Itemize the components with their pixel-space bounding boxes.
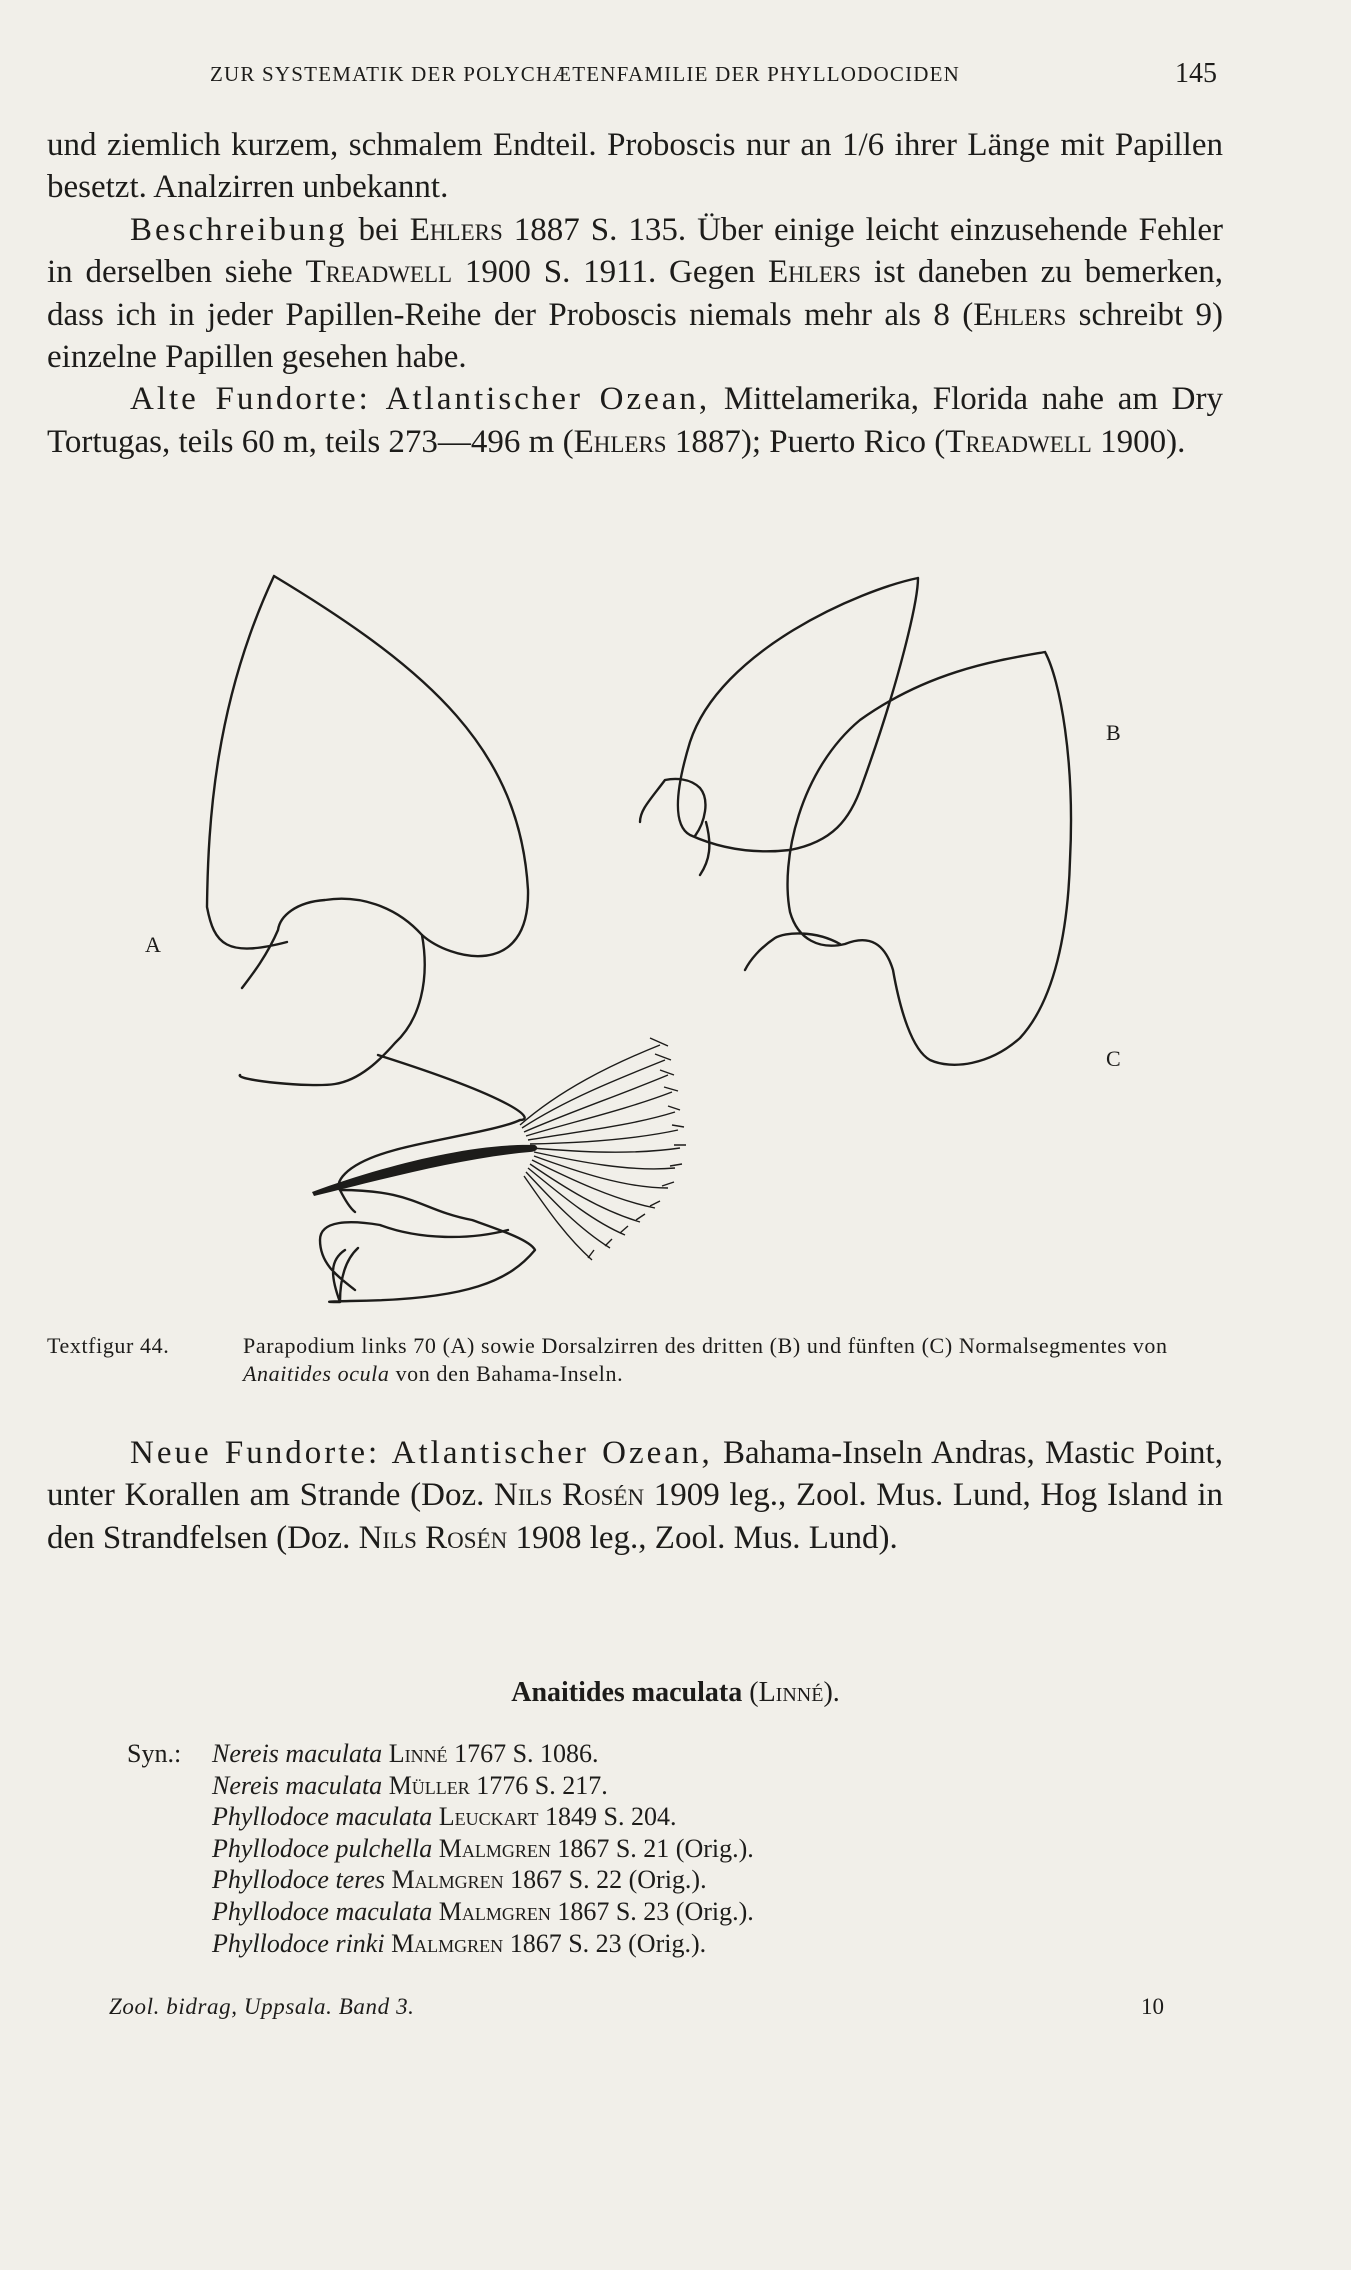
beschreibung-paragraph: Beschreibung bei Ehlers 1887 S. 135. Über einige leicht einzusehende Fehler in derselben siehe Treadwell 1900 S. 1911. Gegen Ehlers ist daneben zu bemerken, dass ich in jeder Papillen-Reihe der Proboscis niemals mehr als 8 (Ehlers schreibt 9) einzelne Papillen gesehen habe. (47, 211, 1223, 376)
dorsal-cirrus-b (640, 578, 918, 875)
synonym-item: Phyllodoce maculata Leuckart 1849 S. 204. (212, 1802, 677, 1832)
figure-label-b: B (1106, 720, 1121, 745)
species-heading: Anaitides maculata (Linné). (511, 1677, 840, 1708)
text-figure-44 (0, 560, 1351, 1320)
running-title: ZUR SYSTEMATIK DER POLYCHÆTENFAMILIE DER PHYLLODOCIDEN (210, 62, 961, 86)
alte-fundorte-heading: Alte Fundorte: Atlantischer Ozean, (130, 381, 711, 418)
body-paragraph-1 (47, 124, 1223, 463)
body-paragraph-2 (47, 1432, 1223, 1559)
author-ehlers: Ehlers (409, 211, 503, 248)
synonym-item: Nereis maculata Müller 1776 S. 217. (212, 1770, 608, 1800)
author-treadwell: Treadwell (945, 423, 1092, 460)
fraction: 1/6 (842, 127, 885, 163)
synonym-item: Nereis maculata Linné 1767 S. 1086. (212, 1739, 599, 1768)
beschreibung-heading: Beschreibung (130, 211, 348, 248)
synonym-item: Phyllodoce maculata Malmgren 1867 S. 23 (Orig.). (212, 1896, 754, 1926)
figure-drawing (0, 560, 1351, 1320)
page-number: 145 (1175, 58, 1217, 89)
footer-journal: Zool. bidrag, Uppsala. Band 3. (109, 1994, 415, 2019)
caption-species: Anaitides ocula (243, 1361, 390, 1386)
chaetae-bundle (520, 1038, 686, 1260)
synonym-list (212, 1738, 754, 1959)
aciculum (312, 1145, 537, 1196)
synonym-item: Phyllodoce rinki Malmgren 1867 S. 23 (Orig.). (212, 1928, 707, 1958)
species-author: Linné (758, 1677, 824, 1708)
neue-fundorte-heading: Neue Fundorte: Atlantischer Ozean, (130, 1435, 713, 1471)
footer-sheet-number: 10 (1141, 1994, 1164, 2019)
species-title: Anaitides maculata (511, 1677, 743, 1708)
author-ehlers: Ehlers (973, 296, 1067, 333)
dorsal-cirrus-c (745, 652, 1071, 1065)
caption-label: Textfigur 44. (47, 1333, 170, 1358)
running-header (0, 58, 1351, 98)
synonym-item: Phyllodoce pulchella Malmgren 1867 S. 21 (Orig.). (212, 1833, 754, 1863)
alte-fundorte-paragraph: Alte Fundorte: Atlantischer Ozean, Mittelamerika, Florida nahe am Dry Tortugas, teils 60 m, teils 273—496 m (Ehlers 1887); Puerto Rico (Treadwell 1900). (47, 381, 1224, 460)
description-text: und ziemlich kurzem, schmalem Endteil. Proboscis nur an 1/6 ihrer Länge mit Papillen besetzt. Analzirren unbekannt. (47, 127, 1223, 206)
synonym-label: Syn.: (127, 1739, 182, 1768)
collector-nils-rosen: Nils Rosén (494, 1477, 645, 1514)
neue-fundorte-paragraph: Neue Fundorte: Atlantischer Ozean, Bahama-Inseln Andras, Mastic Point, unter Korallen am Strande (Doz. Nils Rosén 1909 leg., Zool. Mus. Lund, Hog Island in den Strandfelsen (Doz. Nils Rosén 1908 leg., Zool. Mus. Lund). (47, 1435, 1223, 1556)
author-ehlers: Ehlers (768, 254, 862, 291)
collector-nils-rosen: Nils Rosén (358, 1519, 508, 1556)
figure-label-a: A (145, 932, 161, 957)
caption-text: Parapodium links 70 (A) sowie Dorsalzirren des dritten (B) und fünften (C) Normalsegmentes von Anaitides ocula von den Bahama-Inseln. (243, 1333, 1168, 1386)
author-treadwell: Treadwell (305, 254, 453, 291)
parapodium-a-dorsal-cirrus (207, 576, 528, 988)
parapodium-a-neuropodium (320, 1190, 535, 1302)
author-ehlers: Ehlers (573, 423, 667, 460)
synonym-item: Phyllodoce teres Malmgren 1867 S. 22 (Orig.). (212, 1865, 707, 1895)
figure-label-c: C (1106, 1046, 1121, 1071)
